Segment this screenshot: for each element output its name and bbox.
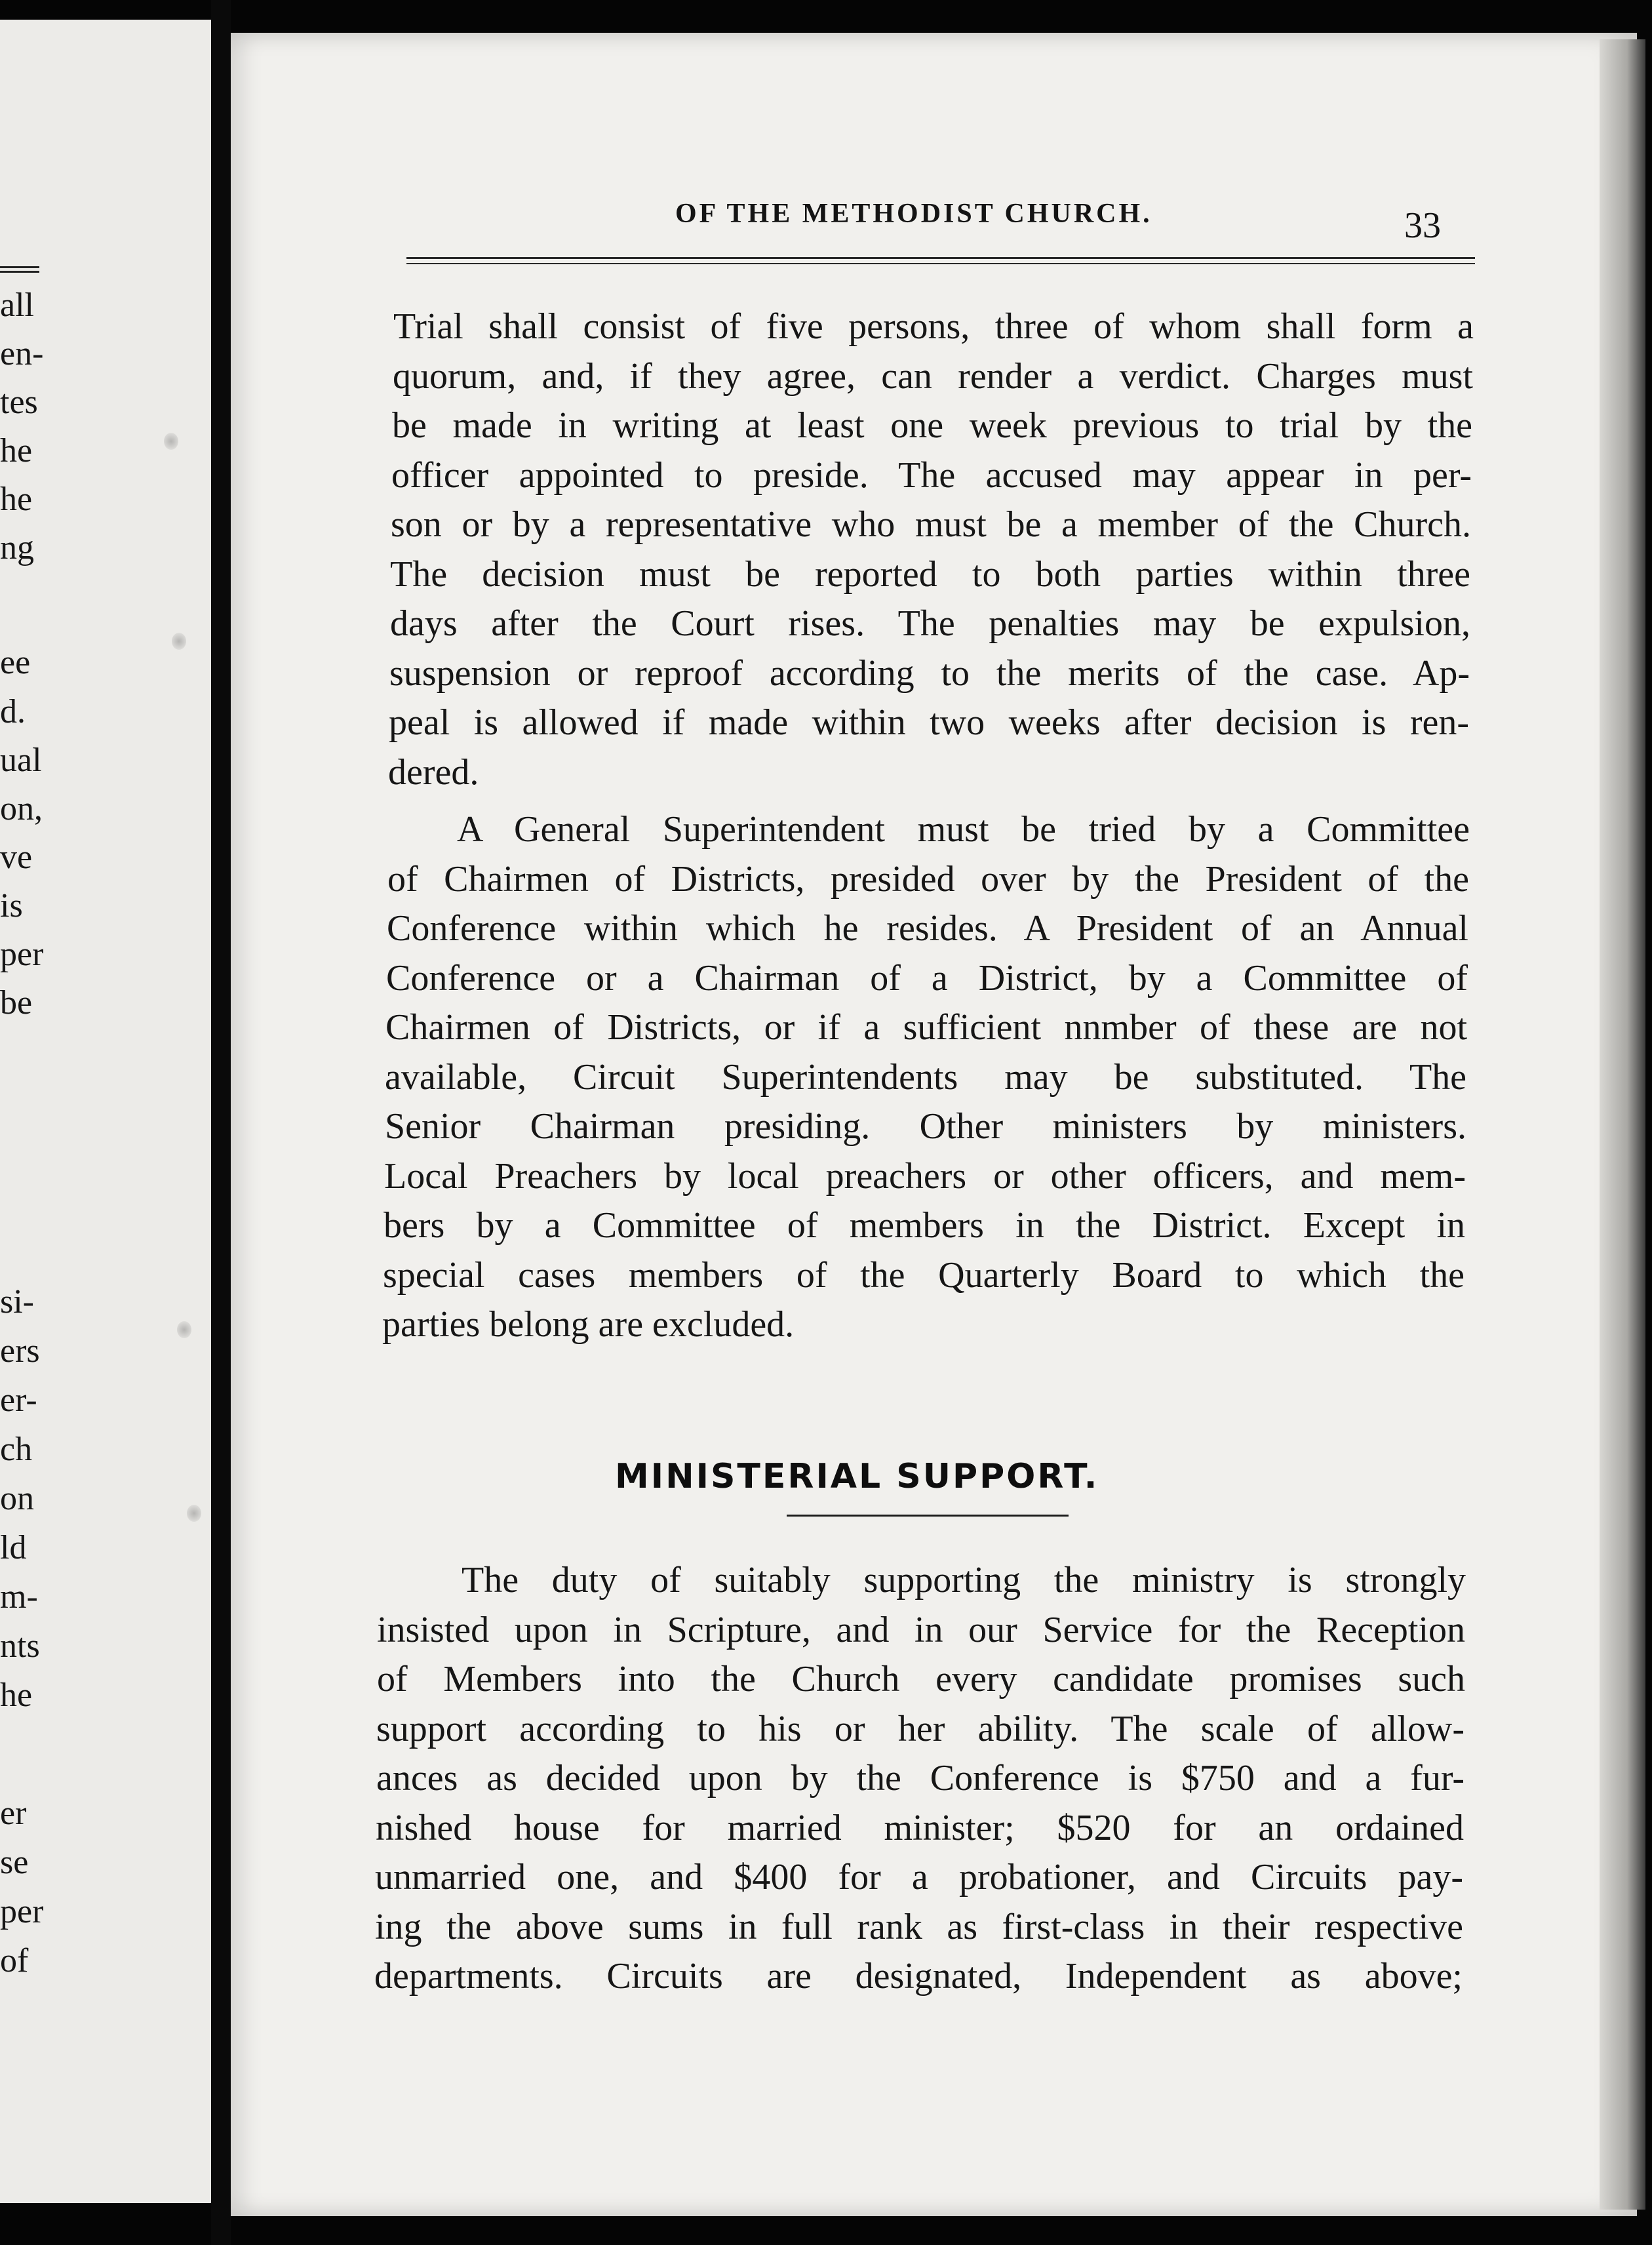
text-line: parties belong are excluded.: [382, 1304, 795, 1345]
section-heading: MINISTERIAL SUPPORT.: [615, 1457, 1099, 1496]
text-line: Trial shall consist of five persons, three of whom shall form a: [393, 306, 1474, 347]
text-line: peal is allowed if made within two weeks after decision is ren-: [389, 702, 1469, 743]
text-line: The duty of suitably supporting the ministry is strongly: [462, 1560, 1466, 1600]
text-line: available, Circuit Superintendents may be substituted. The: [385, 1056, 1466, 1098]
left-page-text-fragment: he: [0, 1677, 33, 1714]
text-line: days after the Court rises. The penalties may be expulsion,: [390, 603, 1470, 644]
text-line: ing the above sums in full rank as first-class in their respective: [375, 1906, 1463, 1947]
left-page-text-fragment: d.: [0, 693, 26, 730]
header-rule: [406, 257, 1475, 264]
text-line: departments. Circuits are designated, Independent as above;: [374, 1956, 1463, 1997]
running-head: OF THE METHODIST CHURCH.: [675, 199, 1152, 229]
text-line: ances as decided upon by the Conference is $750 and a fur-: [376, 1758, 1465, 1798]
text-line: Conference within which he resides. A President of an Annual: [387, 908, 1468, 949]
left-page-text-fragment: ve: [0, 839, 33, 876]
left-page-text-fragment: all: [0, 287, 34, 324]
text-line: son or by a representative who must be a member of the Church.: [391, 504, 1471, 545]
text-line: Local Preachers by local preachers or other officers, and mem-: [384, 1155, 1466, 1197]
text-line: officer appointed to preside. The accused may appear in per-: [391, 454, 1472, 496]
left-page-text-fragment: er: [0, 1795, 27, 1832]
section-heading-rule: [787, 1515, 1069, 1517]
text-line: be made in writing at least one week previous to trial by the: [392, 405, 1472, 446]
facing-page-left: [0, 20, 211, 2203]
text-line: special cases members of the Quarterly Board to which the: [383, 1254, 1465, 1296]
book-gutter: [211, 0, 231, 2245]
left-page-text-fragment: ng: [0, 529, 34, 566]
left-page-text-fragment: on: [0, 1480, 34, 1517]
left-page-text-fragment: nts: [0, 1627, 40, 1665]
text-line: Chairmen of Districts, or if a sufficient nnmber of these are not: [385, 1007, 1467, 1048]
page-edge-shadow: [1600, 39, 1645, 2210]
left-page-text-fragment: is: [0, 887, 23, 924]
left-page-text-fragment: be: [0, 984, 33, 1022]
text-line: support according to his or her ability. The scale of allow-: [376, 1708, 1465, 1749]
left-page-text-fragment: ee: [0, 644, 31, 681]
left-page-text-fragment: on,: [0, 790, 43, 827]
left-page-text-fragment: ers: [0, 1332, 40, 1370]
left-page-text-fragment: he: [0, 432, 33, 469]
text-line: The decision must be reported to both parties within three: [390, 553, 1470, 595]
text-line: dered.: [388, 751, 479, 793]
left-page-text-fragment: ch: [0, 1431, 33, 1468]
left-page-text-fragment: se: [0, 1844, 29, 1881]
left-page-text-fragment: he: [0, 481, 33, 518]
text-line: of Chairmen of Districts, presided over by the President of the: [387, 858, 1469, 900]
left-page-rule: [0, 266, 39, 273]
page-number: 33: [1404, 205, 1441, 246]
text-line: insisted upon in Scripture, and in our Service for the Reception: [377, 1609, 1465, 1650]
text-line: bers by a Committee of members in the District. Except in: [384, 1205, 1465, 1246]
left-page-text-fragment: en-: [0, 335, 44, 372]
text-line: Senior Chairman presiding. Other ministers by ministers.: [385, 1106, 1466, 1147]
left-page-text-fragment: of: [0, 1942, 29, 1979]
left-page-text-fragment: tes: [0, 384, 38, 421]
text-line: quorum, and, if they agree, can render a verdict. Charges must: [393, 355, 1473, 397]
paper-smudge: [172, 633, 186, 650]
text-line: A General Superintendent must be tried by a Committee: [457, 809, 1470, 850]
text-line: nished house for married minister; $520 for an ordained: [376, 1807, 1464, 1848]
text-line: unmarried one, and $400 for a probationer, and Circuits pay-: [375, 1857, 1463, 1897]
left-page-text-fragment: m-: [0, 1578, 38, 1616]
left-page-text-fragment: ual: [0, 742, 42, 779]
text-line: of Members into the Church every candidate promises such: [377, 1659, 1465, 1699]
paper-smudge: [187, 1505, 201, 1522]
left-page-text-fragment: per: [0, 1893, 44, 1930]
left-page-text-fragment: er-: [0, 1381, 37, 1419]
left-page-text-fragment: si-: [0, 1283, 34, 1321]
left-page-text-fragment: per: [0, 936, 44, 973]
paper-smudge: [177, 1321, 191, 1338]
left-page-text-fragment: ld: [0, 1529, 27, 1566]
text-line: Conference or a Chairman of a District, by a Committee of: [386, 957, 1468, 999]
paper-smudge: [164, 433, 178, 450]
text-line: suspension or reproof according to the merits of the case. Ap-: [389, 652, 1470, 694]
